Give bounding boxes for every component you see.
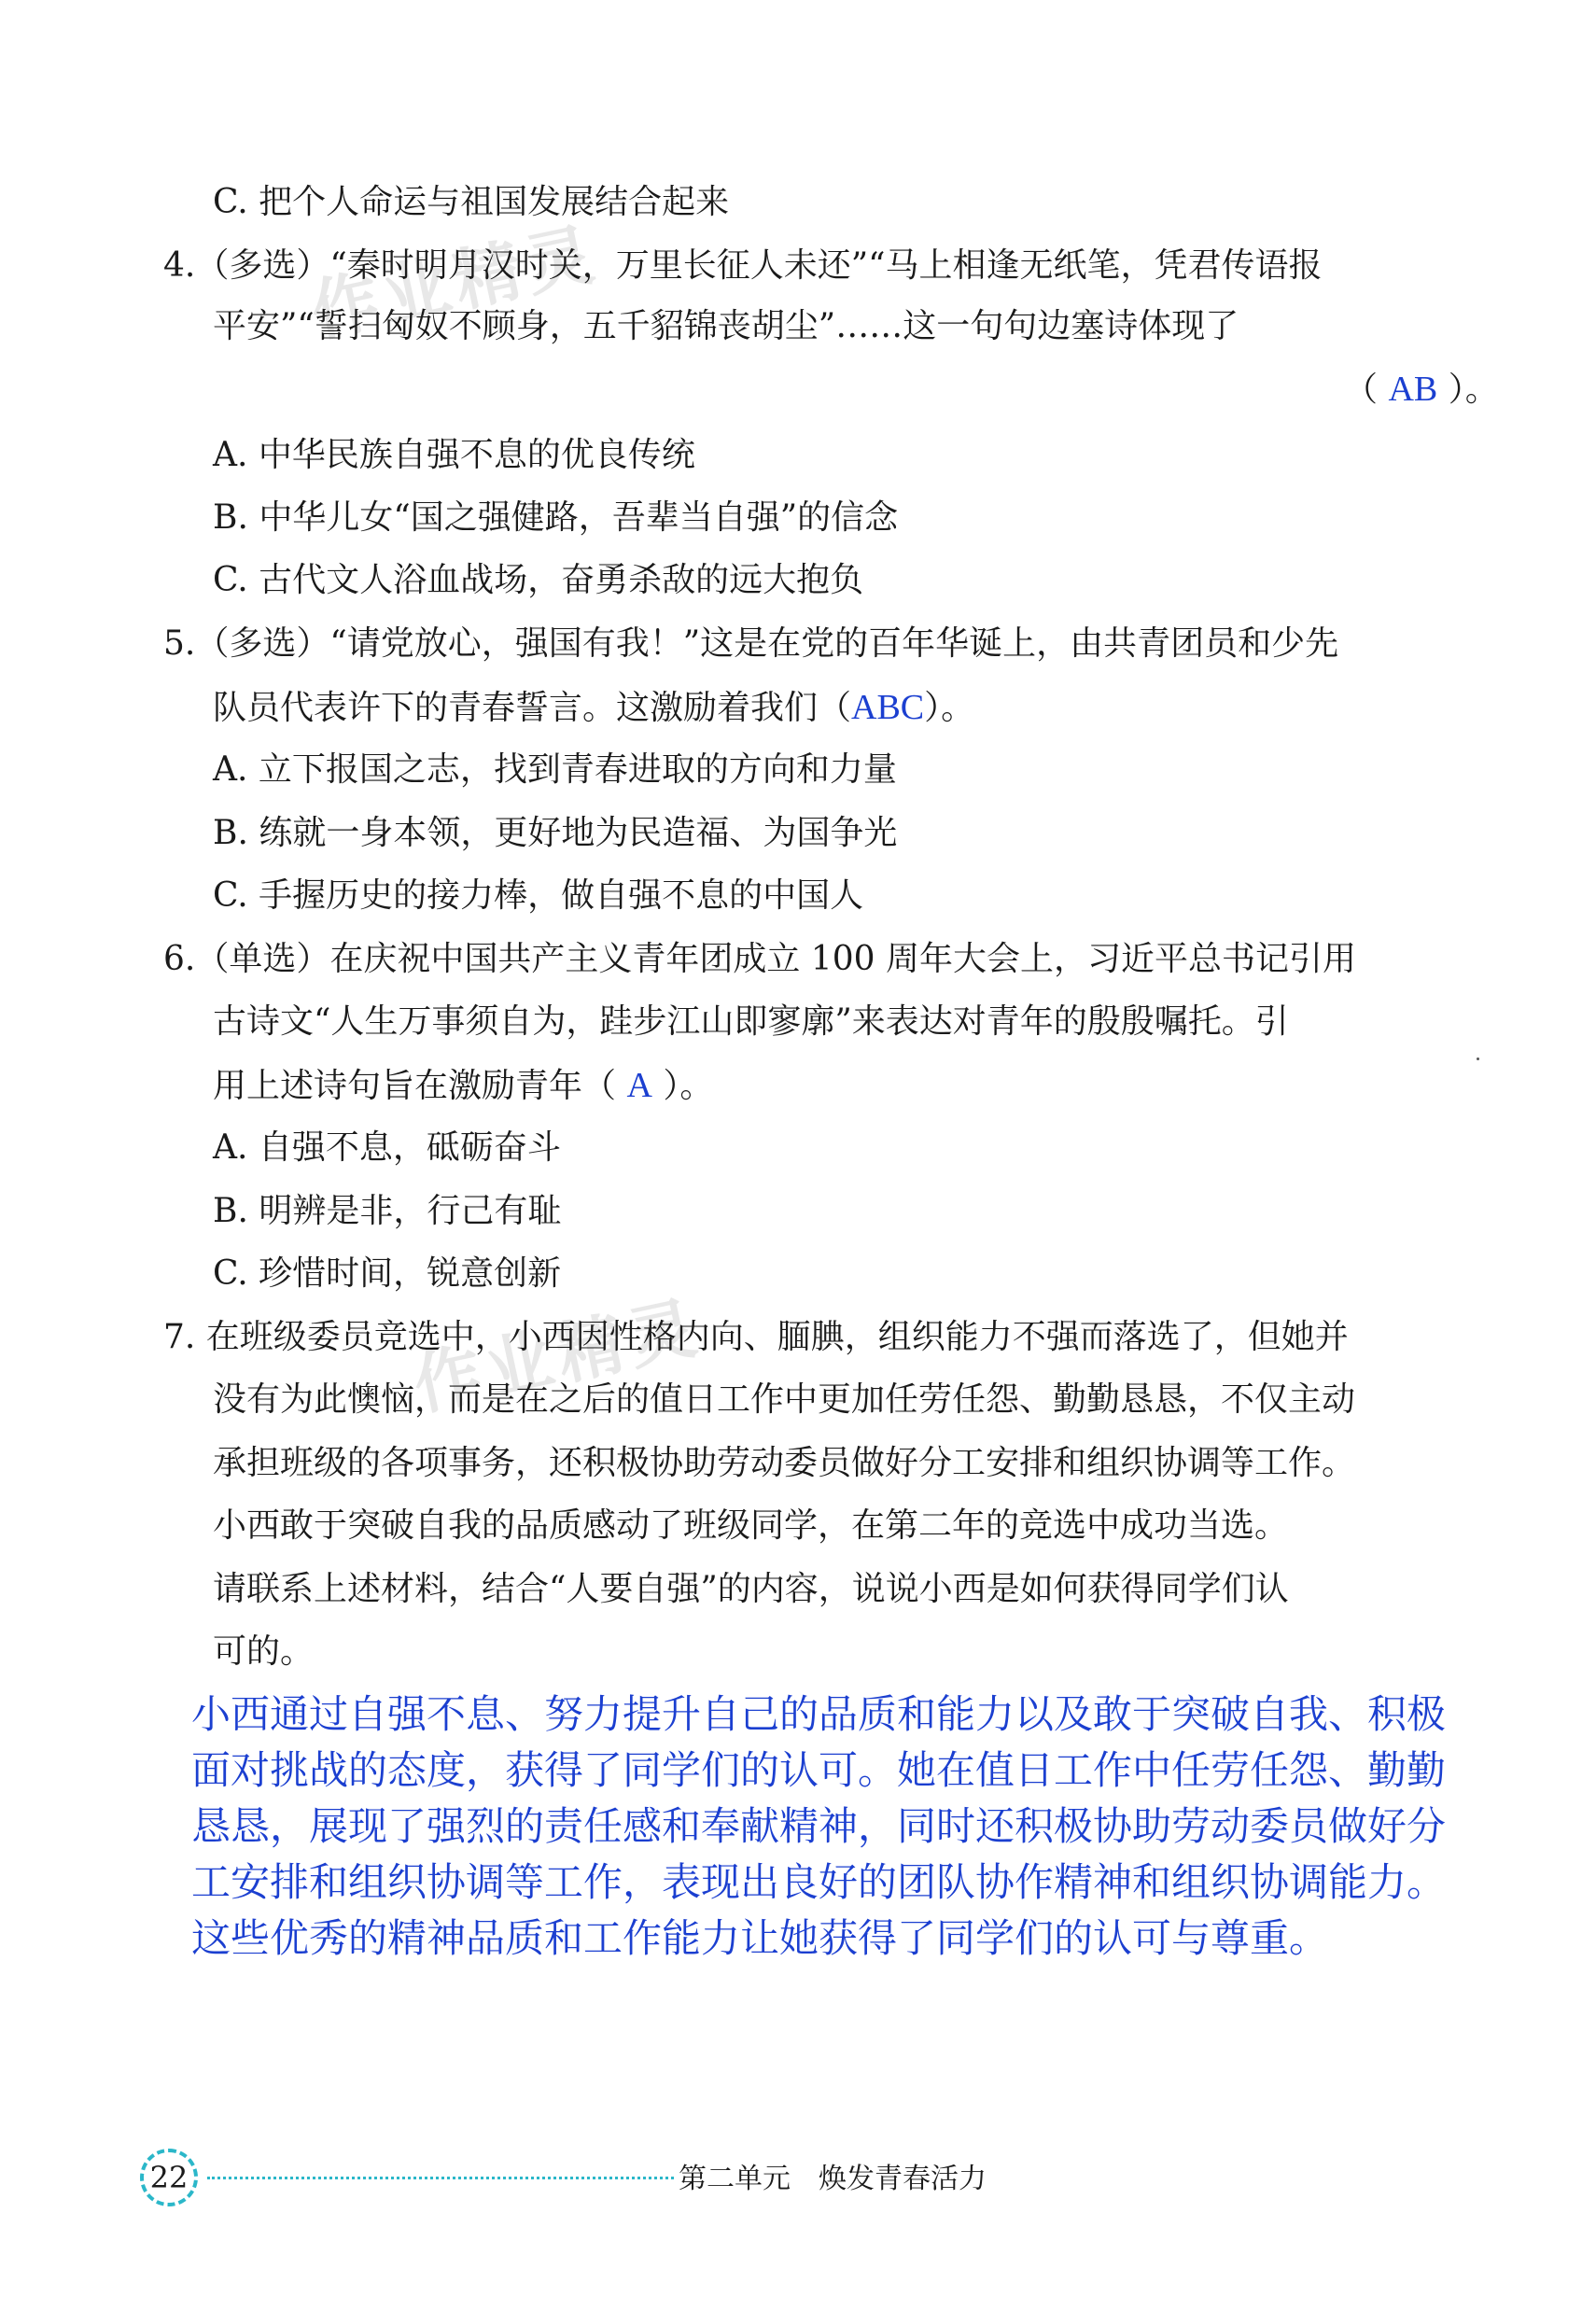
q7-answer-line2: 面对挑战的态度，获得了同学们的认可。她在值日工作中任劳任怨、勤勤 xyxy=(191,1747,1447,1793)
q7-answer-line5: 这些优秀的精神品质和工作能力让她获得了同学们的认可与尊重。 xyxy=(191,1915,1329,1961)
bracket-close: ）。 xyxy=(1437,371,1499,409)
q7-material-line3: 承担班级的各项事务，还积极协助劳动委员做好分工安排和组织协调等工作。 xyxy=(213,1444,1356,1482)
q7-material-line2: 没有为此懊恼，而是在之后的值日工作中更加任劳任怨、勤勤恳恳，不仅主动 xyxy=(213,1380,1356,1419)
page-number: 22 xyxy=(140,2149,198,2206)
q6-stem-end: ）。 xyxy=(651,1067,714,1105)
watermark: 作业精灵 xyxy=(303,214,606,352)
q7-answer-line1: 小西通过自强不息、努力提升自己的品质和能力以及敢于突破自我、积极 xyxy=(191,1691,1447,1737)
unit-title: 第二单元 焕发青春活力 xyxy=(679,2163,987,2195)
q4-answer: AB xyxy=(1388,370,1438,409)
q7-answer-line4: 工安排和组织协调等工作，表现出良好的团队协作精神和组织协调能力。 xyxy=(191,1859,1447,1905)
q6-stem-line2: 古诗文“人生万事须自为，跬步江山即寥廓”来表达对青年的殷殷嘱托。引 xyxy=(213,1002,1289,1041)
watermark: 作业精灵 xyxy=(406,1287,708,1425)
q3-option-c: C. 把个人命运与祖国发展结合起来 xyxy=(213,183,730,221)
bracket-open: （ xyxy=(1344,371,1389,409)
q7-question-line2: 可的。 xyxy=(213,1632,315,1671)
q6-stem-text: 用上述诗句旨在激励青年（ xyxy=(213,1067,627,1105)
q4-option-a: A. 中华民族自强不息的优良传统 xyxy=(213,436,695,474)
q4-stem-line1: 4.（多选）“秦时明月汉时关，万里长征人未还”“马上相逢无纸笔，凭君传语报 xyxy=(163,246,1323,285)
q5-stem-end: ）。 xyxy=(924,689,975,727)
q7-material-line4: 小西敢于突破自我的品质感动了班级同学，在第二年的竞选中成功当选。 xyxy=(213,1506,1289,1545)
q7-answer-line3: 恳恳，展现了强烈的责任感和奉献精神，同时还积极协助劳动委员做好分 xyxy=(191,1803,1447,1849)
q6-option-a: A. 自强不息，砥砺奋斗 xyxy=(213,1128,561,1167)
q5-stem-line1: 5.（多选）“请党放心，强国有我！”这是在党的百年华诞上，由共青团员和少先 xyxy=(163,624,1339,663)
q5-answer: ABC xyxy=(851,688,925,727)
q5-option-a: A. 立下报国之志，找到青春进取的方向和力量 xyxy=(213,750,897,789)
q5-stem-line2 xyxy=(213,684,974,732)
q4-answer-bracket xyxy=(1344,366,1499,413)
q6-stem-line1: 6.（单选）在庆祝中国共产主义青年团成立 100 周年大会上，习近平总书记引用 xyxy=(163,940,1356,978)
footer-divider xyxy=(207,2177,674,2179)
q7-material-line1: 7. 在班级委员竞选中，小西因性格内向、腼腆，组织能力不强而落选了，但她并 xyxy=(163,1318,1349,1356)
q6-option-c: C. 珍惜时间，锐意创新 xyxy=(213,1254,562,1293)
q5-stem-text: 队员代表许下的青春誓言。这激励着我们（ xyxy=(213,689,852,727)
q4-option-c: C. 古代文人浴血战场，奋勇杀敌的远大抱负 xyxy=(213,561,864,599)
q6-answer: A xyxy=(626,1066,652,1105)
q6-stem-line3 xyxy=(213,1062,713,1110)
q5-option-b: B. 练就一身本领，更好地为民造福、为国争光 xyxy=(213,814,898,852)
q6-option-b: B. 明辨是非，行己有耻 xyxy=(213,1192,562,1230)
q7-question-line1: 请联系上述材料，结合“人要自强”的内容，说说小西是如何获得同学们认 xyxy=(213,1570,1289,1608)
stray-mark xyxy=(1477,1057,1479,1060)
q5-option-c: C. 手握历史的接力棒，做自强不息的中国人 xyxy=(213,876,864,915)
q4-option-b: B. 中华儿女“国之强健路，吾辈当自强”的信念 xyxy=(213,498,899,537)
q4-stem-line2: 平安”“誓扫匈奴不顾身，五千貂锦丧胡尘”……这一句句边塞诗体现了 xyxy=(213,307,1239,345)
